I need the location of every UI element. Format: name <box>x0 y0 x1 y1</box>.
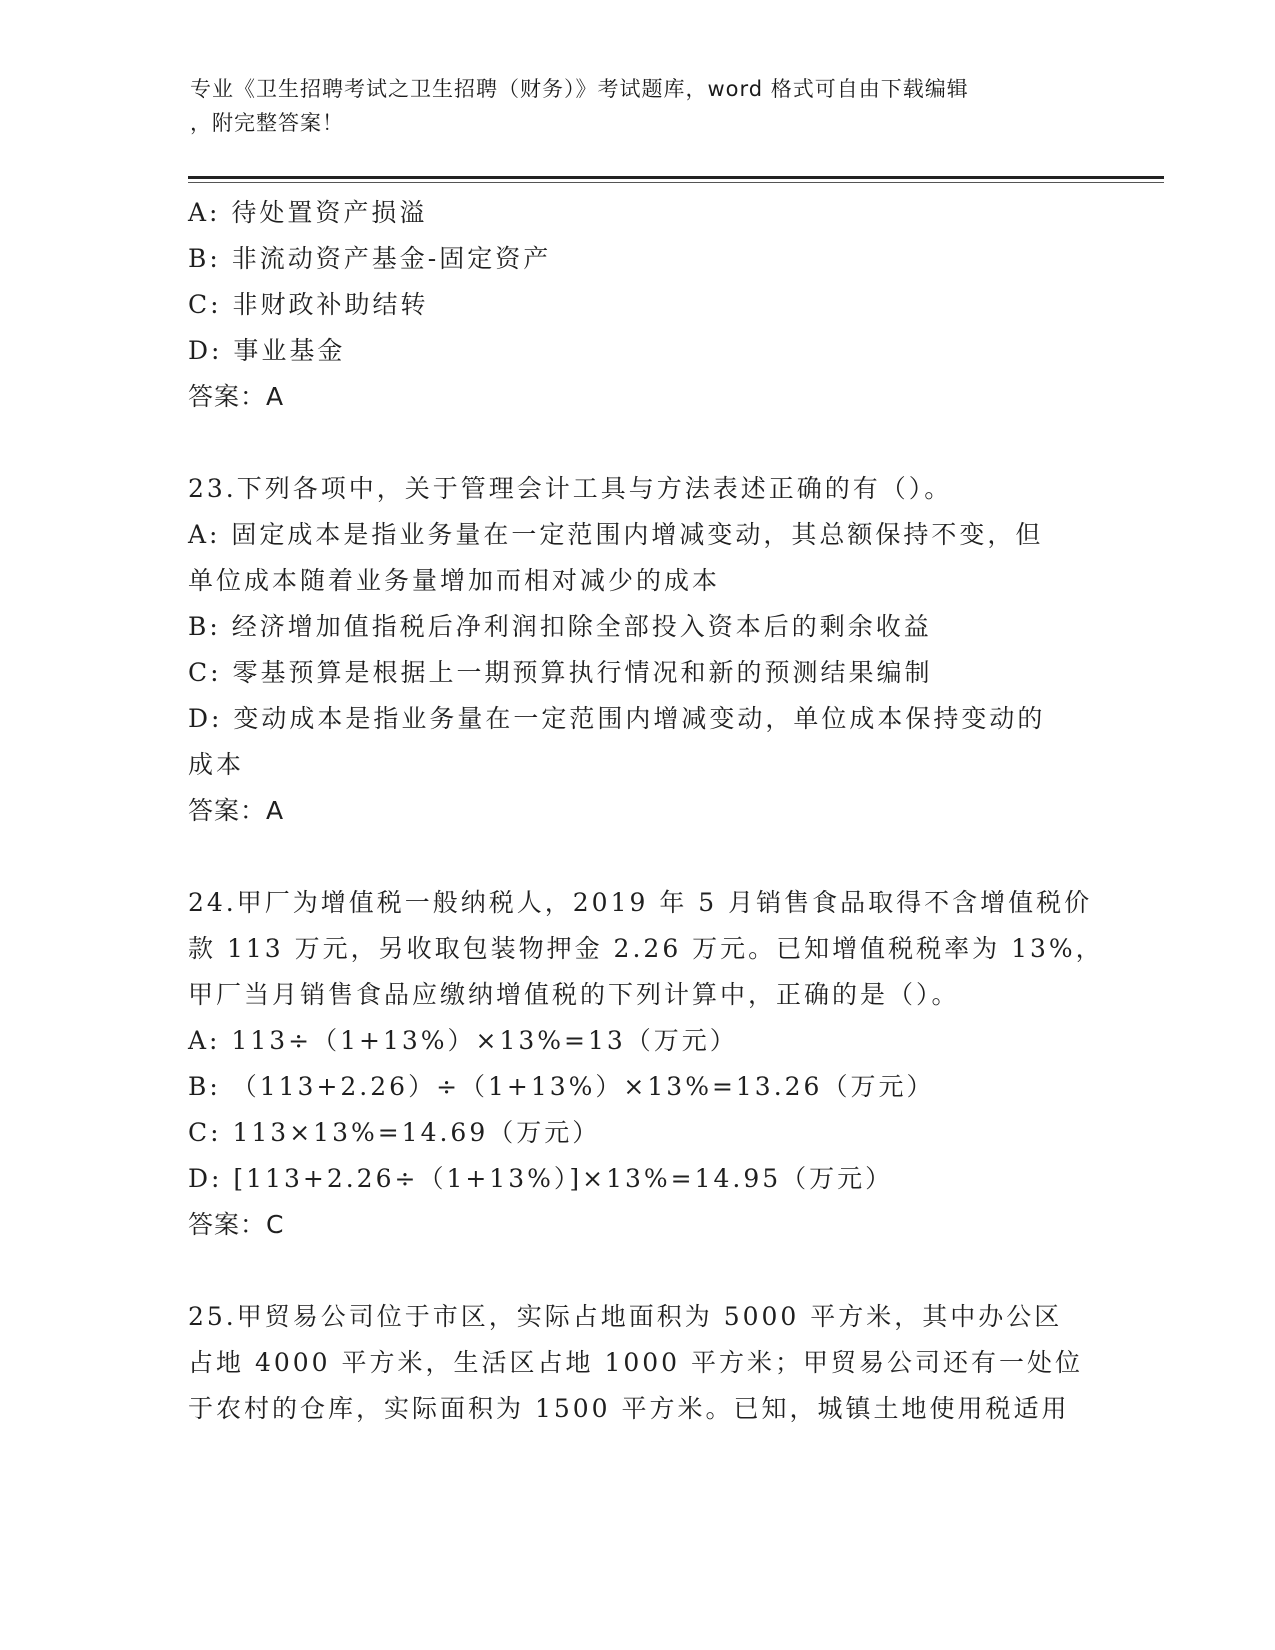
question-stem: 25.甲贸易公司位于市区，实际占地面积为 5000 平方米，其中办公区 <box>188 1302 1063 1331</box>
question-stem-continued: 甲厂当月销售食品应缴纳增值税的下列计算中，正确的是（）。 <box>188 980 960 1009</box>
spacer <box>188 834 1088 880</box>
spacer <box>188 1248 1088 1294</box>
question-stem-continued: 占地 4000 平方米，生活区占地 1000 平方米；甲贸易公司还有一处位 <box>188 1348 1084 1377</box>
option-b: B: （113+2.26）÷（1+13%）×13%=13.26（万元） <box>188 1072 935 1101</box>
header-rule-thin <box>188 182 1164 183</box>
question-stem: 23.下列各项中，关于管理会计工具与方法表述正确的有（）。 <box>188 474 953 503</box>
question-24 <box>188 880 1104 1248</box>
option-c: C: 零基预算是根据上一期预算执行情况和新的预测结果编制 <box>188 658 933 687</box>
option-b: B: 经济增加值指税后净利润扣除全部投入资本后的剩余收益 <box>188 612 932 641</box>
option-a: A: 固定成本是指业务量在一定范围内增减变动，其总额保持不变，但 <box>188 520 1044 549</box>
document-header <box>190 72 1090 140</box>
question-stem-continued: 于农村的仓库，实际面积为 1500 平方米。已知，城镇土地使用税适用 <box>188 1394 1070 1423</box>
option-c: C: 113×13%=14.69（万元） <box>188 1118 601 1147</box>
option-d-continued: 成本 <box>188 750 245 779</box>
answer: 答案：A <box>188 382 285 411</box>
option-a: A: 113÷（1+13%）×13%=13（万元） <box>188 1026 738 1055</box>
option-d: D: 事业基金 <box>188 336 346 365</box>
question-content <box>188 190 1104 1432</box>
answer: 答案：A <box>188 796 285 825</box>
option-d: D: 变动成本是指业务量在一定范围内增减变动，单位成本保持变动的 <box>188 704 1046 733</box>
option-d: D: [113+2.26÷（1+13%）]×13%=14.95（万元） <box>188 1164 894 1193</box>
option-c: C: 非财政补助结转 <box>188 290 429 319</box>
question-stem: 24.甲厂为增值税一般纳税人，2019 年 5 月销售食品取得不含增值税价 <box>188 888 1093 917</box>
question-stem-continued: 款 113 万元，另收取包装物押金 2.26 万元。已知增值税税率为 13%， <box>188 934 1104 963</box>
spacer <box>188 420 1088 466</box>
option-a-continued: 单位成本随着业务量增加而相对减少的成本 <box>188 566 721 595</box>
question-23 <box>188 466 1088 834</box>
question-25 <box>188 1294 1088 1432</box>
option-a: A: 待处置资产损溢 <box>188 198 428 227</box>
question-22-options <box>188 190 1088 420</box>
header-rule-thick <box>188 176 1164 179</box>
option-b: B: 非流动资产基金-固定资产 <box>188 244 552 273</box>
header-line-2: ，附完整答案！ <box>190 111 344 135</box>
answer: 答案：C <box>188 1210 285 1239</box>
header-line-1: 专业《卫生招聘考试之卫生招聘（财务）》考试题库，word 格式可自由下载编辑 <box>190 77 969 101</box>
